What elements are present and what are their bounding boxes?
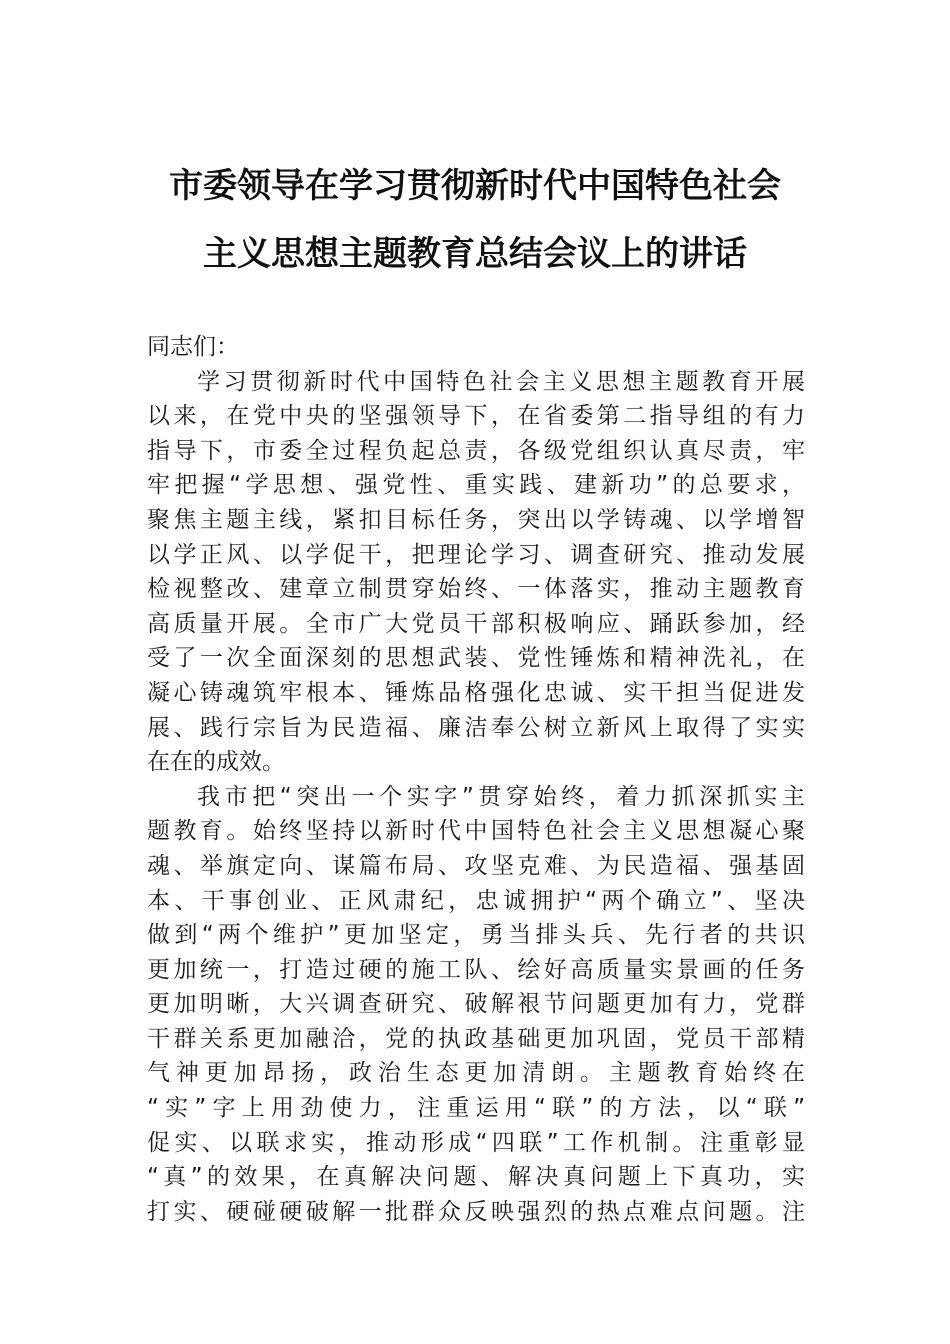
paragraph-line: 在在的成效。 xyxy=(147,749,285,776)
paragraph-line: 牢把握“学思想、强党性、重实践、建新功”的总要求， xyxy=(147,472,805,499)
paragraph-line: 聚焦主题主线，紧扣目标任务，突出以学铸魂、以学增智 xyxy=(147,506,805,533)
paragraph-2 xyxy=(147,780,805,1230)
paragraph-line: 以来，在党中央的坚强领导下，在省委第二指导组的有力 xyxy=(147,403,805,430)
salutation: 同志们： xyxy=(147,334,239,360)
paragraph-line: 做到“两个维护”更加坚定，勇当排头兵、先行者的共识 xyxy=(147,922,805,949)
paragraph-line: 受了一次全面深刻的思想武装、党性锤炼和精神洗礼，在 xyxy=(147,645,805,672)
paragraph-line: “真”的效果，在真解决问题、解决真问题上下真功，实 xyxy=(147,1164,805,1191)
paragraph-line: 以学正风、以学促干，把理论学习、调查研究、推动发展 xyxy=(147,541,805,568)
paragraph-line: 更加明晰，大兴调查研究、破解裉节问题更加有力，党群 xyxy=(147,991,805,1018)
document-body xyxy=(147,330,805,1229)
paragraph-line: 我市把“突出一个实字”贯穿始终，着力抓深抓实主 xyxy=(197,783,805,810)
paragraph-line: 检视整改、建章立制贯穿始终、一体落实，推动主题教育 xyxy=(147,576,805,603)
paragraph-line: “实”字上用劲使力，注重运用“联”的方法，以“联” xyxy=(147,1095,805,1122)
paragraph-line: 高质量开展。全市广大党员干部积极响应、踊跃参加，经 xyxy=(147,610,805,637)
paragraph-line: 本、干事创业、正风肃纪，忠诚拥护“两个确立”、坚决 xyxy=(147,887,805,914)
paragraph-line: 魂、举旗定向、谋篇布局、攻坚克难、为民造福、强基固 xyxy=(147,852,805,879)
paragraph-line: 打实、硬碰硬破解一批群众反映强烈的热点难点问题。注 xyxy=(147,1198,805,1225)
document-title-line-2: 主义思想主题教育总结会议上的讲话 xyxy=(203,234,747,274)
paragraph-1 xyxy=(147,365,805,780)
paragraph-line: 题教育。始终坚持以新时代中国特色社会主义思想凝心聚 xyxy=(147,818,805,845)
document-title-line-1: 市委领导在学习贯彻新时代中国特色社会 xyxy=(169,166,781,206)
paragraph-line: 凝心铸魂筑牢根本、锤炼品格强化忠诚、实干担当促进发 xyxy=(147,679,805,706)
paragraph-line: 学习贯彻新时代中国特色社会主义思想主题教育开展 xyxy=(197,368,805,395)
paragraph-line: 气神更加昂扬，政治生态更加清朗。主题教育始终在 xyxy=(147,1060,805,1087)
paragraph-line: 更加统一，打造过硬的施工队、绘好高质量实景画的任务 xyxy=(147,956,805,983)
paragraph-line: 促实、以联求实，推动形成“四联”工作机制。注重彰显 xyxy=(147,1129,805,1156)
paragraph-line: 干群关系更加融洽，党的执政基础更加巩固，党员干部精 xyxy=(147,1025,805,1052)
paragraph-line: 指导下，市委全过程负起总责，各级党组织认真尽责，牢 xyxy=(147,437,805,464)
paragraph-line: 展、践行宗旨为民造福、廉洁奉公树立新风上取得了实实 xyxy=(147,714,805,741)
